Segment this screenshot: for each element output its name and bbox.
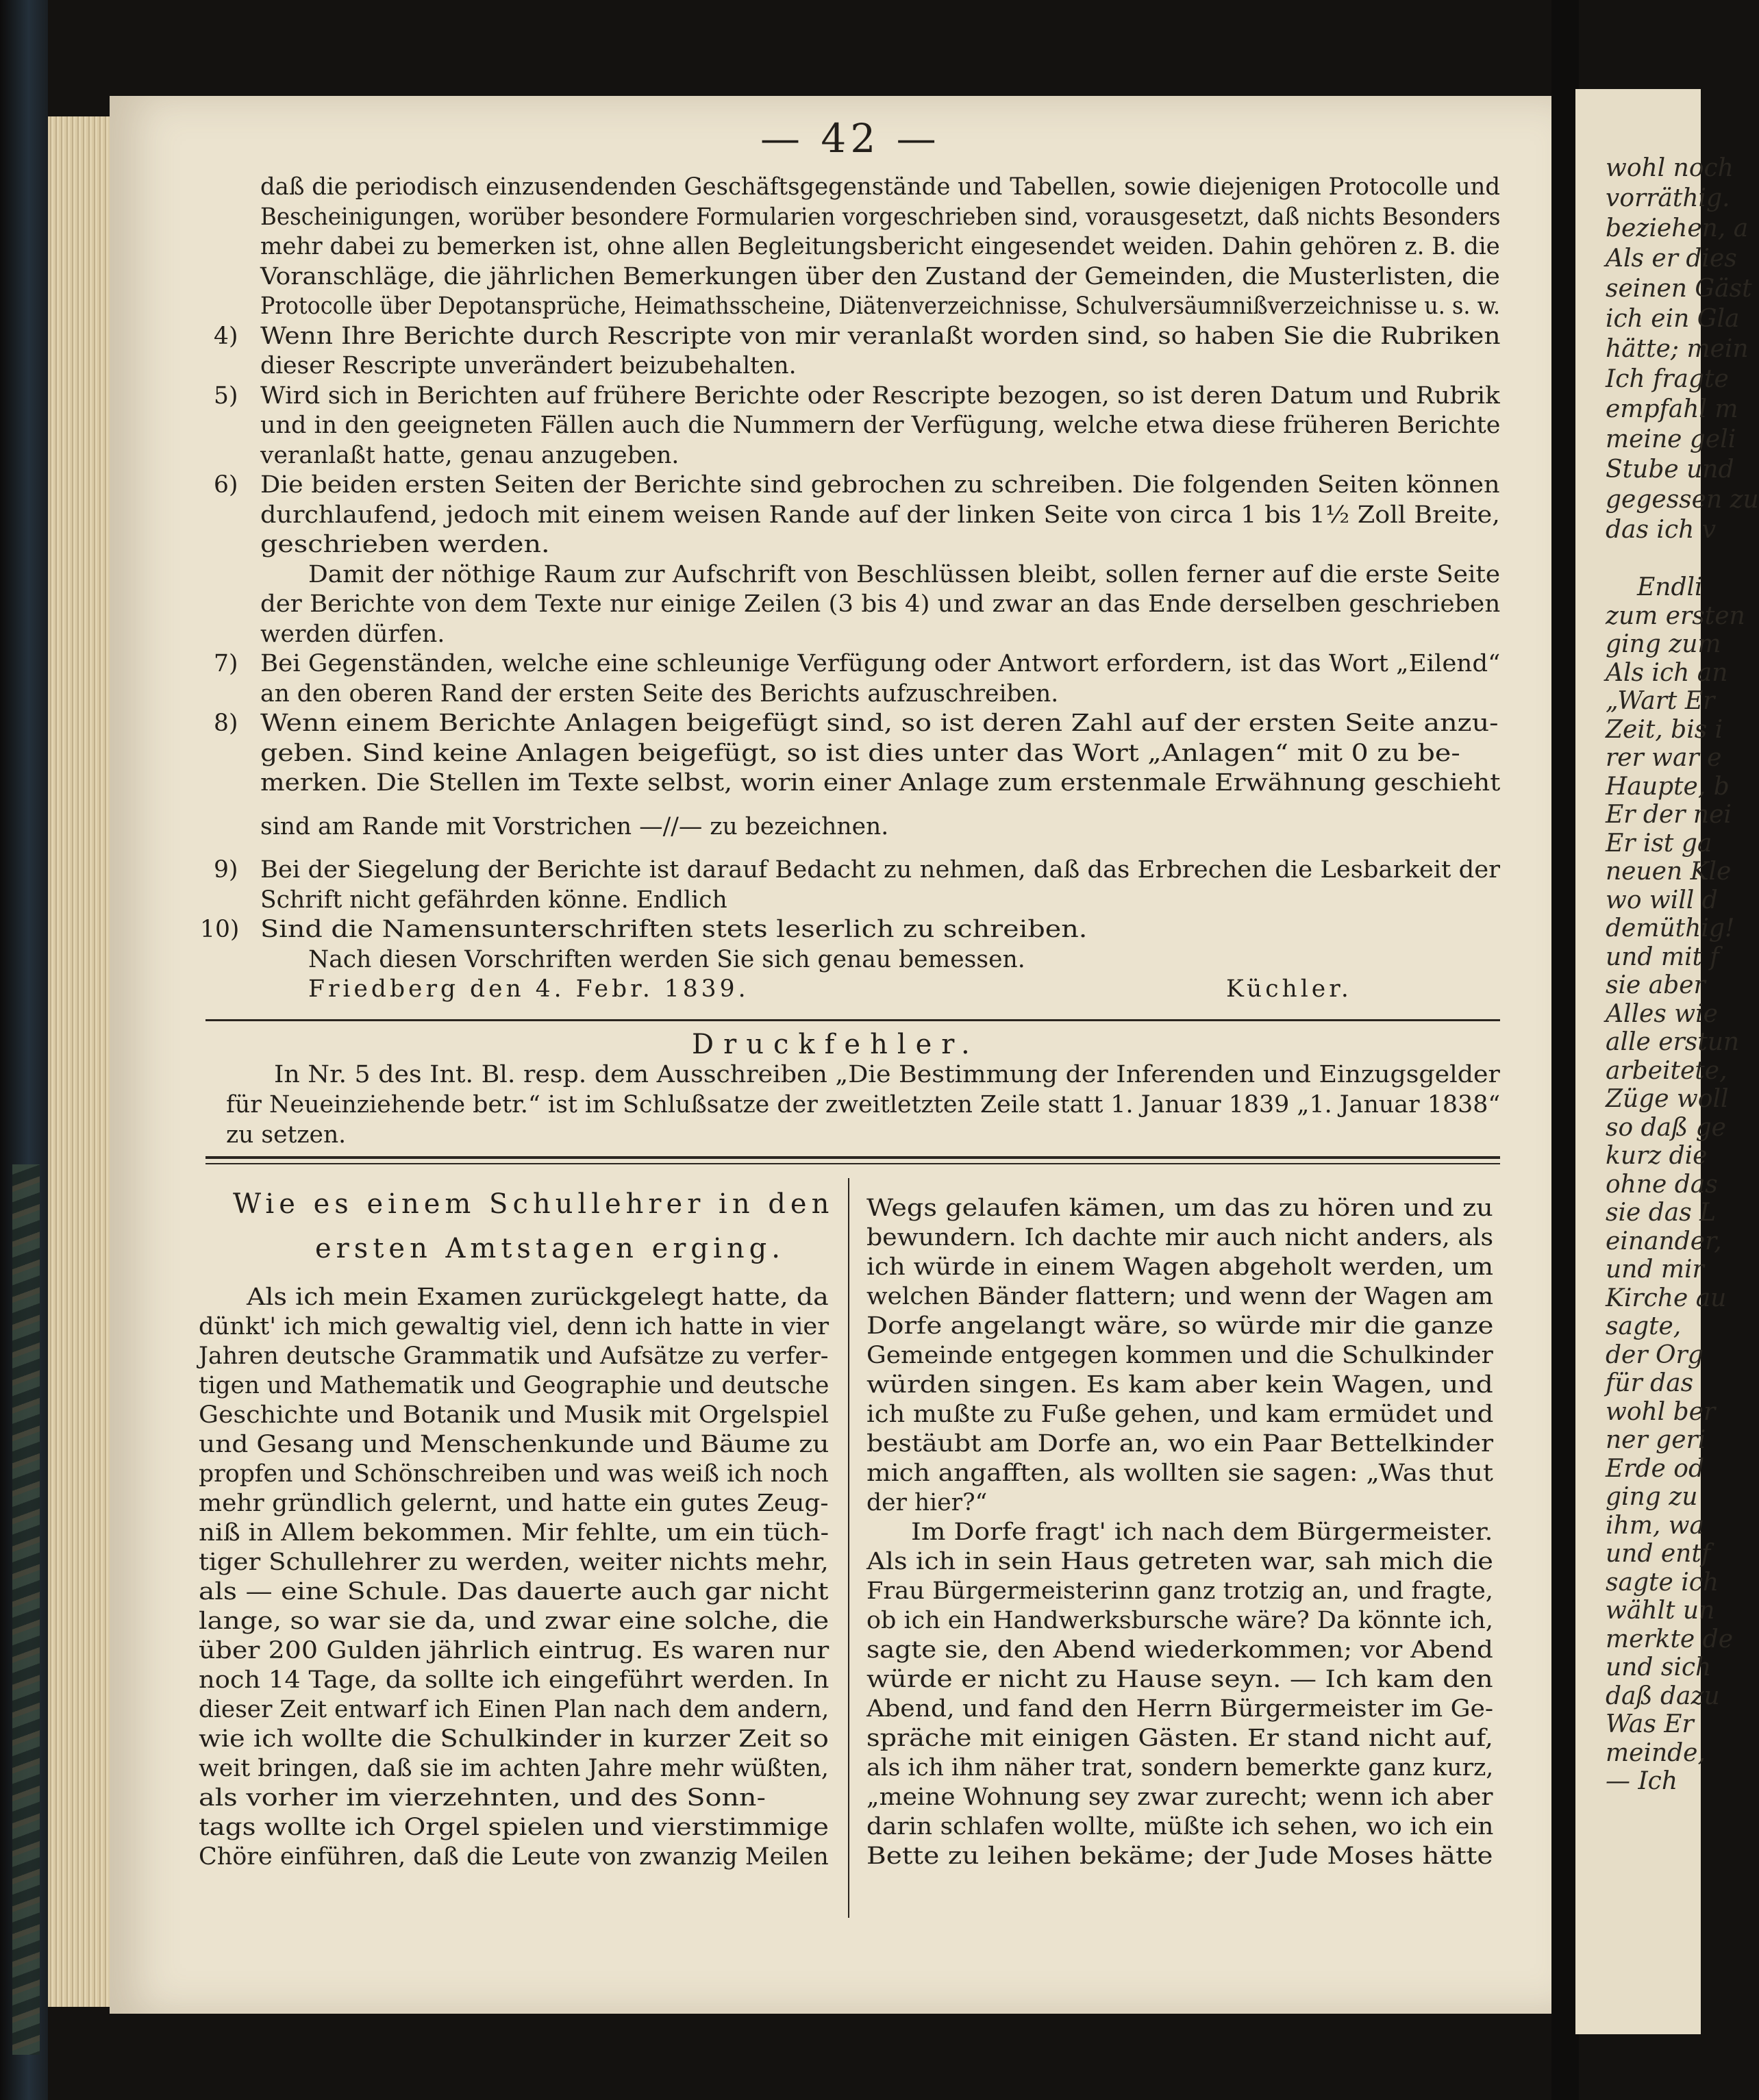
next-page-fragment: Endli — [1637, 573, 1703, 601]
intro-line: daß die periodisch einzusendenden Geschäftsgegenstände und Tabellen, sowie diejenigen Protocolle und — [260, 173, 1501, 201]
next-page-fragment: Stube und — [1606, 455, 1734, 484]
item-line: Sind die Namensunterschriften stets leserlich zu schreiben. — [260, 916, 1088, 943]
article-right-line: spräche mit einigen Gästen. Er stand nicht auf, — [866, 1725, 1493, 1752]
next-page-fragment: gegessen zu — [1606, 486, 1759, 514]
next-page-fragment: Haupte, b — [1606, 772, 1730, 801]
article-left-line: tiger Schullehrer zu werden, weiter nichts mehr, — [199, 1549, 829, 1576]
article-left-line: propfen und Schönschreiben und was weiß ich noch — [199, 1460, 829, 1488]
column-divider — [848, 1178, 849, 1918]
article-left-line: wie ich wollte die Schulkinder in kurzer Zeit so — [199, 1725, 829, 1753]
article-right-line: würde er nicht zu Hause seyn. — Ich kam den — [866, 1666, 1493, 1693]
next-page-fragment: sagte ich — [1606, 1568, 1719, 1597]
next-page-fragment: einander, — [1606, 1227, 1722, 1255]
article-right-line: Gemeinde entgegen kommen und die Schulkinder — [866, 1342, 1493, 1369]
item-line: Damit der nöthige Raum zur Aufschrift von Beschlüssen bleibt, sollen ferner auf die erste Seite — [308, 560, 1501, 588]
item-line: sind am Rande mit Vorstrichen —//— zu bezeichnen. — [260, 812, 889, 840]
article-right-line: darin schlafen wollte, müßte ich sehen, wo ich ein — [866, 1813, 1494, 1840]
next-page-fragment: Zeit, bis i — [1606, 715, 1723, 744]
errata-line: In Nr. 5 des Int. Bl. resp. dem Ausschreiben „Die Bestimmung der Inferenden und Einzugsgelder — [274, 1061, 1500, 1088]
next-page-fragment: demüthig! — [1606, 914, 1735, 942]
errata-line: zu setzen. — [226, 1121, 347, 1149]
next-page-fragment: empfahl m — [1606, 395, 1738, 423]
next-page-strip — [1575, 89, 1759, 2034]
next-page-fragment: Alles wie — [1606, 999, 1718, 1028]
next-page-fragment: für das — [1606, 1369, 1694, 1397]
intro-line: Protocolle über Depotansprüche, Heimathsscheine, Diätenverzeichnisse, Schulversäumnißverzeichnisse u. s. w. — [260, 292, 1501, 320]
next-page-fragment: „Wart Er — [1606, 687, 1715, 715]
article-left-line: lange, so war sie da, und zwar eine solche, die — [199, 1608, 829, 1635]
article-left-line: und Gesang und Menschenkunde und Bäume zu — [199, 1431, 829, 1458]
next-page-fragment: und mit f — [1606, 942, 1719, 971]
article-right-line: Als ich in sein Haus getreten war, sah mich die — [866, 1548, 1493, 1575]
double-rule-top — [205, 1156, 1500, 1159]
article-left-line: tags wollte ich Orgel spielen und vierstimmige — [199, 1814, 829, 1841]
next-page-fragment: der Org — [1606, 1340, 1704, 1369]
next-page-fragment: zum ersten — [1606, 601, 1745, 630]
next-page-fragment: vorräthig. — [1606, 184, 1730, 212]
item-line: Wenn Ihre Berichte durch Rescripte von mir veranlaßt worden sind, so haben Sie die Rubriken — [260, 322, 1501, 350]
item-line: Bei der Siegelung der Berichte ist darauf Bedacht zu nehmen, daß das Erbrechen die Lesbarkeit der — [260, 856, 1501, 884]
next-page-fragment: neuen Kle — [1606, 858, 1732, 886]
next-page-fragment: ihm, wa — [1606, 1511, 1704, 1540]
article-right-line: welchen Bänder flattern; und wenn der Wagen am — [866, 1283, 1494, 1310]
signature-rule — [205, 1019, 1500, 1021]
next-page-fragment: ging zu — [1606, 1483, 1698, 1511]
item-number: 6) — [214, 471, 238, 499]
next-page-fragment: Kirche au — [1606, 1284, 1727, 1312]
article-right-line: Im Dorfe fragt' ich nach dem Bürgermeister. — [911, 1518, 1493, 1546]
signature-name: Küchler. — [1226, 975, 1352, 1003]
next-page-fragment: Erde od — [1606, 1454, 1704, 1483]
item-number: 9) — [214, 856, 238, 884]
article-left-line: über 200 Gulden jährlich eintrug. Es waren nur — [199, 1637, 829, 1664]
article-right-line: mich angafften, als wollten sie sagen: „Was thut — [866, 1460, 1493, 1487]
next-page-fragment: beziehen, a — [1606, 214, 1749, 242]
article-left-line: als — eine Schule. Das dauerte auch gar nicht — [199, 1578, 829, 1605]
next-page-fragment: kurz die — [1606, 1142, 1708, 1170]
article-left-line: dünkt' ich mich gewaltig viel, denn ich hatte in vier — [199, 1313, 829, 1340]
next-page-fragment: ner geri — [1606, 1426, 1706, 1454]
item-number: 5) — [214, 382, 238, 410]
article-left-line: Geschichte und Botanik und Musik mit Orgelspiel — [199, 1401, 829, 1429]
page-number: — 42 — — [760, 115, 940, 162]
next-page-fragment: sie das L — [1606, 1199, 1717, 1227]
article-right-line: Bette zu leihen bekäme; der Jude Moses hätte — [866, 1842, 1493, 1870]
item-line: werden dürfen. — [260, 620, 445, 648]
item-number: 4) — [214, 322, 238, 350]
article-right-line: bestäubt am Dorfe an, wo ein Paar Bettelkinder — [866, 1430, 1494, 1458]
item-number: 7) — [214, 650, 238, 677]
item-line: Wird sich in Berichten auf frühere Berichte oder Rescripte bezogen, so ist deren Datum und Rubrik — [260, 382, 1500, 410]
item-line: der Berichte von dem Texte nur einige Zeilen (3 bis 4) und zwar an das Ende derselben geschrieben — [260, 590, 1501, 618]
article-right-line: ob ich ein Handwerksbursche wäre? Da könnte ich, — [866, 1607, 1494, 1634]
article-left-line: Chöre einführen, daß die Leute von zwanzig Meilen — [199, 1843, 829, 1871]
item-line: veranlaßt hatte, genau anzugeben. — [260, 441, 679, 469]
article-title-line2: ersten Amtstagen erging. — [315, 1233, 785, 1264]
next-page-fragment: wohl noch — [1606, 154, 1734, 182]
article-right-line: ich mußte zu Fuße gehen, und kam ermüdet und — [866, 1401, 1494, 1428]
signature-place-date: Friedberg den 4. Febr. 1839. — [308, 975, 749, 1003]
article-left-line: weit bringen, daß sie im achten Jahre mehr wüßten, — [199, 1755, 829, 1782]
next-page-fragment: ging zum — [1606, 630, 1721, 658]
article-right-line: würden singen. Es kam aber kein Wagen, und — [866, 1371, 1493, 1399]
item-line: merken. Die Stellen im Texte selbst, worin einer Anlage zum erstenmale Erwähnung geschieht — [260, 769, 1501, 797]
book-binding — [0, 0, 48, 2100]
next-page-fragment: merkte de — [1606, 1625, 1734, 1653]
next-page-fragment: meine geli — [1606, 425, 1736, 453]
double-rule-bottom — [205, 1163, 1500, 1164]
next-page-fragment: seinen Gäst — [1606, 275, 1752, 303]
article-left-line: als vorher im vierzehnten, und des Sonn- — [199, 1784, 766, 1812]
next-page-fragment: und sich — [1606, 1653, 1712, 1682]
intro-line: Bescheinigungen, worüber besondere Formularien vorgeschrieben sind, vorausgesetzt, daß nichts Besonders — [260, 203, 1501, 231]
article-right-line: Wegs gelaufen kämen, um das zu hören und zu — [866, 1195, 1493, 1222]
article-right-line: Dorfe angelangt wäre, so würde mir die ganze — [866, 1312, 1494, 1340]
item-number: 10) — [200, 916, 240, 943]
book-gutter — [1551, 0, 1579, 2100]
article-left-line: Jahren deutsche Grammatik und Aufsätze zu verfer- — [199, 1342, 829, 1370]
item-line: Schrift nicht gefährden könne. Endlich — [260, 886, 727, 914]
article-right-line: bewundern. Ich dachte mir auch nicht anders, als — [866, 1224, 1494, 1251]
next-page-fragment: ohne das — [1606, 1170, 1718, 1199]
next-page-fragment: so daß ge — [1606, 1113, 1726, 1142]
next-page-fragment: alle erstun — [1606, 1028, 1740, 1056]
next-page-fragment: Als er dies — [1606, 245, 1737, 273]
next-page-fragment: — Ich — [1606, 1767, 1678, 1795]
item-line: Nach diesen Vorschriften werden Sie sich genau bemessen. — [308, 945, 1025, 973]
article-left-line: mehr gründlich gelernt, und hatte ein gutes Zeug- — [199, 1490, 829, 1517]
next-page-fragment: Er der nei — [1606, 801, 1732, 829]
item-line: dieser Rescripte unverändert beizubehalten. — [260, 352, 797, 379]
next-page-fragment: Ich fragte — [1606, 365, 1729, 393]
errata-line: für Neueinziehende betr.“ ist im Schlußsatze der zweitletzten Zeile statt 1. Januar 1839 „1. Januar 1838“ — [226, 1091, 1501, 1118]
next-page-fragment: daß dazu — [1606, 1682, 1720, 1710]
item-line: Die beiden ersten Seiten der Berichte sind gebrochen zu schreiben. Die folgenden Seiten können — [260, 471, 1500, 499]
next-page-fragment: hätte; mein — [1606, 335, 1749, 363]
next-page-fragment: wo will d — [1606, 886, 1718, 914]
article-right-line: Abend, und fand den Herrn Bürgermeister im Ge- — [866, 1695, 1494, 1723]
item-line: Wenn einem Berichte Anlagen beigefügt sind, so ist deren Zahl auf der ersten Seite anzu- — [260, 710, 1499, 737]
article-right-line: Frau Bürgermeisterinn ganz trotzig an, und fragte, — [866, 1577, 1493, 1605]
item-line: geschrieben werden. — [260, 531, 550, 558]
next-page-fragment: Was Er — [1606, 1710, 1694, 1738]
next-page-fragment: sagte, — [1606, 1312, 1682, 1340]
item-number: 8) — [214, 710, 238, 737]
next-page-fragment: Als ich an — [1606, 658, 1728, 687]
article-left-line: tigen und Mathematik und Geographie und deutsche — [199, 1372, 829, 1399]
article-left-line: dieser Zeit entwarf ich Einen Plan nach dem andern, — [199, 1696, 829, 1723]
article-right-line: ich würde in einem Wagen abgeholt werden, um — [866, 1253, 1493, 1281]
item-line: durchlaufend, jedoch mit einem weisen Rande auf der linken Seite von circa 1 bis 1½ Zoll Breite, — [260, 501, 1500, 529]
item-line: Bei Gegenständen, welche eine schleunige Verfügung oder Antwort erfordern, ist das Wort „Eilend“ — [260, 650, 1501, 677]
item-line: an den oberen Rand der ersten Seite des Berichts aufzuschreiben. — [260, 679, 1059, 708]
next-page-fragment: und mir — [1606, 1255, 1704, 1284]
intro-line: mehr dabei zu bemerken ist, ohne allen Begleitungsbericht eingesendet weiden. Dahin gehören z. B. die — [260, 233, 1500, 260]
next-page-fragment: ich ein Gla — [1606, 305, 1740, 333]
item-line: geben. Sind keine Anlagen beigefügt, so ist dies unter das Wort „Anlagen“ mit 0 zu be- — [260, 739, 1460, 767]
article-right-line: als ich ihm näher trat, sondern bemerkte ganz kurz, — [866, 1754, 1494, 1782]
article-left-line: noch 14 Tage, da sollte ich eingeführt werden. In — [199, 1666, 829, 1694]
next-page-fragment: arbeitete, — [1606, 1056, 1727, 1085]
intro-line: Voranschläge, die jährlichen Bemerkungen über den Zustand der Gemeinden, die Musterlisten, die — [260, 262, 1500, 290]
next-page-fragment: und entf — [1606, 1540, 1711, 1568]
next-page-fragment: wählt un — [1606, 1597, 1715, 1625]
next-page-fragment: Züge woll — [1606, 1085, 1729, 1113]
next-page-fragment: meinde, — [1606, 1738, 1706, 1767]
article-right-line: der hier?“ — [866, 1489, 988, 1516]
next-page-fragment: das ich v — [1606, 516, 1717, 544]
article-left-line: niß in Allem bekommen. Mir fehlte, um ein tüch- — [199, 1519, 829, 1547]
next-page-fragment: wohl ber — [1606, 1397, 1716, 1426]
article-right-line: sagte sie, den Abend wiederkommen; vor Abend — [866, 1636, 1493, 1664]
errata-title: Druckfehler. — [692, 1029, 980, 1060]
article-right-line: „meine Wohnung sey zwar zurecht; wenn ich aber — [866, 1784, 1493, 1811]
item-line: und in den geeigneten Fällen auch die Nummern der Verfügung, welche etwa diese früheren Berichte — [260, 412, 1501, 439]
article-left-line: Als ich mein Examen zurückgelegt hatte, da — [247, 1284, 829, 1311]
next-page-fragment: rer war e — [1606, 744, 1722, 772]
article-title-line1: Wie es einem Schullehrer in den — [233, 1188, 834, 1220]
next-page-fragment: Er ist ga — [1606, 829, 1712, 858]
next-page-fragment: sie aber — [1606, 971, 1706, 999]
